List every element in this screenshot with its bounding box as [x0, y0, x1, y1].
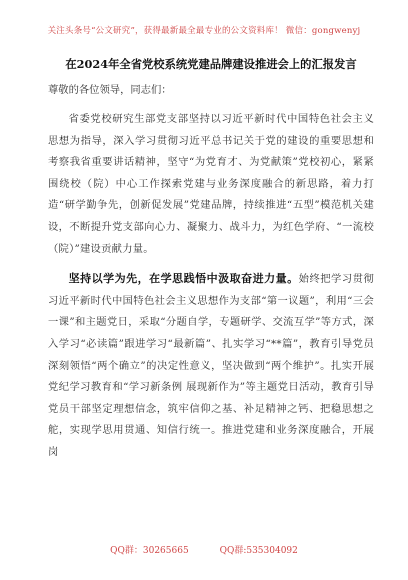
paragraph [48, 108, 374, 260]
paragraph-text: 省委党校研究生部党支部坚持以习近平新时代中国特色社会主义思想为指导，深入学习贯彻习近平总书记关于党的建设的重要思想和考察我省重要讲话精神，坚守“为党育才、为党献策”党校初心，紧紧围绕校（院）中心工作探索党建与业务深度融合的新思路，着力打造“研学勤争先，创新促发展”党建品牌，持续推进“五型”模范机关建设，不断提升党支部向心力、凝聚力、战斗力，为红色学府、“一流校（院）”建设贡献力量。 [48, 113, 374, 255]
paragraph-text: 始终把学习贯彻习近平新时代中国特色社会主义思想作为支部“第一议题”，利用“三会一课”和主题党日，采取“分题自学，专题研学、交流互学”等方式，深入学习“必读篇”跟进学习“最新篇”、扎实学习“**篇”，教育引导党员深刻领悟“两个确立”的决定性意义，坚决做到“两个维护”。扎实开展党纪学习教育和“学习新条例 展现新作为”等主题党日活动，教育引导党员干部坚定理想信念，筑牢信仰之基、补足精神之钙、把稳思想之舵，实现学思用贯通、知信行统一。推进党建和业务深度融合，开展岗 [48, 273, 375, 458]
qq-group-1: QQ群：30265665 [110, 546, 189, 556]
document-title: 在2024年全省党校系统党建品牌建设推进会上的汇报发言 [65, 57, 357, 71]
header-banner: 关注头条号“公文研究”，获得最新最全最专业的公文资料库！ 微信：gongwenyj [47, 26, 361, 36]
qq-group-2: QQ群:535304092 [219, 546, 298, 556]
paragraph [48, 268, 374, 463]
footer-contacts [0, 543, 408, 556]
document-page [48, 56, 374, 472]
paragraph-lead: 坚持以学为先，在学思践悟中汲取奋进力量。 [68, 272, 299, 286]
salutation: 尊敬的各位领导，同志们： [48, 84, 172, 96]
